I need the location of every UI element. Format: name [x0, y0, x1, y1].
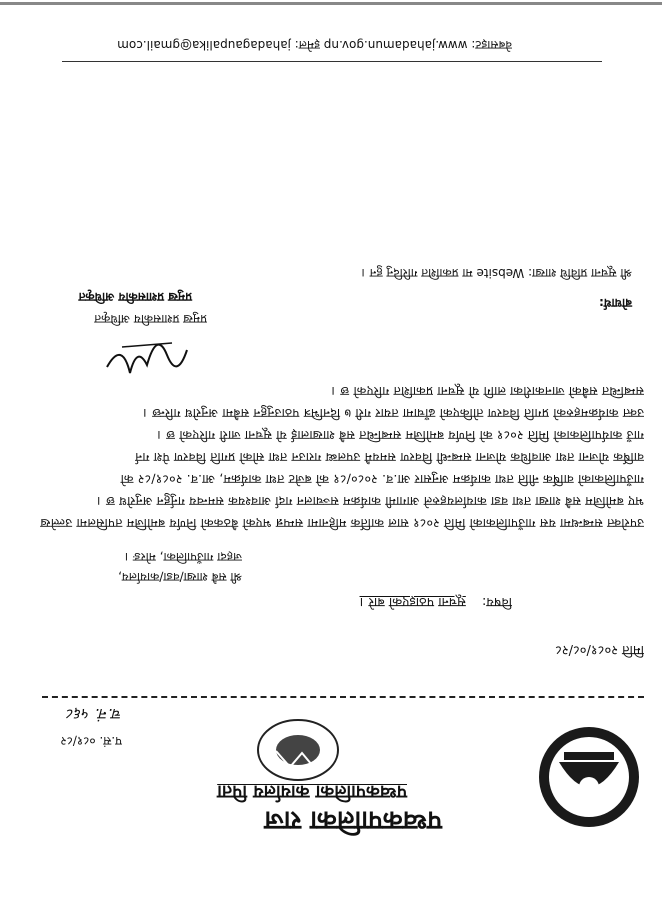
body-line: सम्बन्धित सबैको जानकारीका लागि यो सूचना प्रकाशित गरिएको छ । [331, 384, 644, 399]
cc-line: श्री सूचना प्रविधि शाखा: Website मा प्रकाशित गरिदिनु हुन । [361, 266, 632, 280]
letter-date: मिति २०८१/०८/२८ [555, 642, 644, 657]
body-line: गाउँ कार्यपालिकाको मिति २०८१ को निर्णय बमोजिम सम्बन्धित सबै शाखालाई यो सूचना जारी गरिएको छ । [156, 428, 644, 443]
municipality-title: पथ्वकपालिका राज [264, 805, 442, 835]
emblem-logo [534, 722, 644, 832]
reference-number: प.सं. ०८१/८२ [60, 734, 122, 748]
office-stamp [254, 715, 342, 785]
header-divider [42, 696, 644, 698]
subject-label: विषय: [481, 594, 512, 609]
body-line: भए बमोजिम सबै शाखा तथा वडा कार्यालयहरुले आगामी कार्यक्रम सञ्चालन गर्दा आवश्यक समन्वय गर्नुहुन अनुरोध छ । [96, 494, 644, 509]
handwritten-signature [102, 335, 192, 385]
office-name: पथ्वकपालिका कार्यालय पिता [217, 781, 407, 802]
footer-contact: वेबसाइट: www.jahadamun.gov.np इमेल: jahadagaupalika@gmail.com [117, 38, 512, 52]
recipient-line-1: श्री सबै शाखा/वडा/कार्यालय, [118, 570, 242, 584]
body-line: उक्त कार्यक्रमहरुको प्रगति विवरण तोकिएको ढाँचामा तयार गरी ७ दिनभित्र पठाउनुहुन सबैमा अनुरोध गरिन्छ । [142, 406, 644, 421]
subject-text: सूचना पठाइएको बारे । [359, 594, 466, 609]
recipient-line-2: जहदा गाउँपालिका, मोरङ । [124, 550, 242, 564]
footer-divider [62, 61, 602, 62]
scan-edge [0, 2, 662, 5]
signatory-name: प्रमुख प्रशासकीय अधिकृत [94, 312, 207, 326]
cc-label: बोधार्थ: [599, 296, 632, 310]
subject-line [360, 594, 512, 612]
body-line: वार्षिक योजना तथा आवधिक योजना सम्बन्धी विवरण समयमै उपलब्ध गराउन तथा सोको प्रगति विवरण पेश गर्न [135, 450, 644, 465]
body-line: उपरोक्त सम्बन्धमा यस गाउँपालिकाको मिति २०८१ साल कार्तिक महिनामा सम्पन्न भएको बैठकको निर्णय बमोजिम तपसिलमा उल्लेख [40, 516, 644, 531]
dispatch-number: च.नं. ५६८ [66, 705, 122, 723]
body-line: गाउँपालिकाको वार्षिक नीति तथा कार्यक्रम अनुसार आ.व. २०८०/८१ को बजेट तथा कार्यक्रम, आ.व. २०८१/८२ को [120, 472, 644, 487]
signatory-role: प्रमुख प्रशासकीय अधिकृत [78, 290, 192, 304]
